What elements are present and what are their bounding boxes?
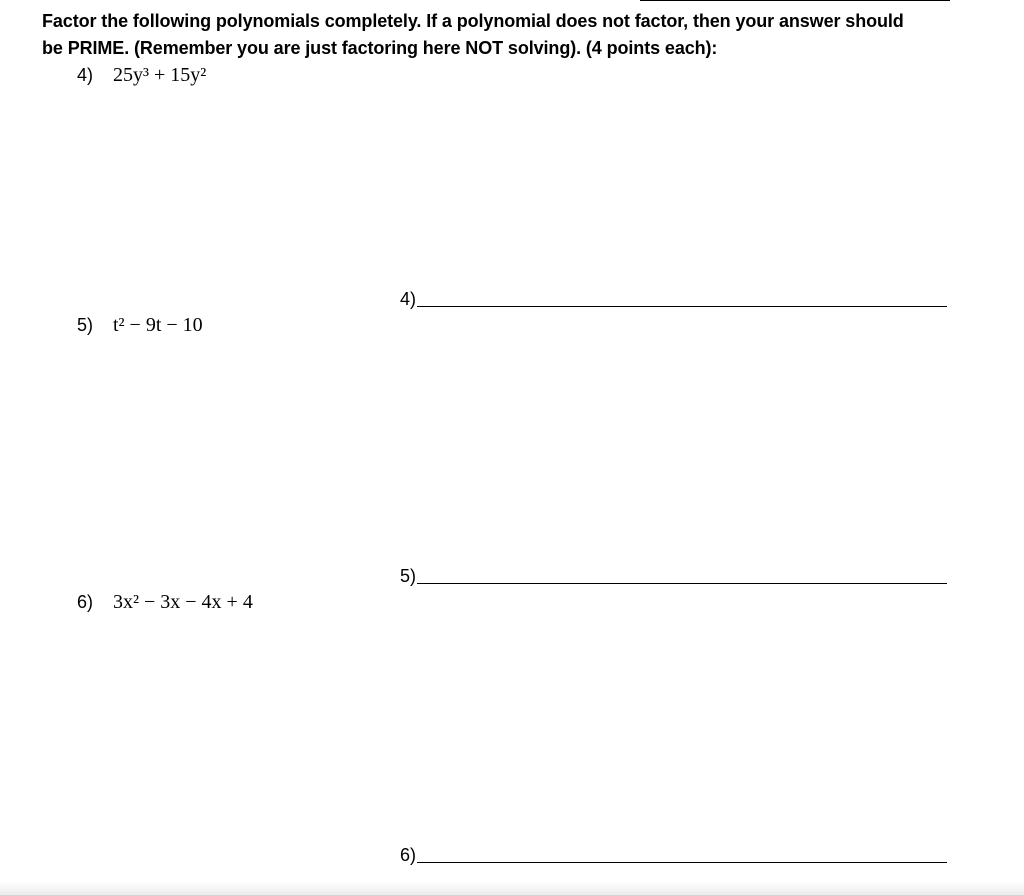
page-bottom-shade [0, 881, 1024, 895]
answer-label: 4) [400, 289, 417, 309]
answer-6 [400, 845, 947, 866]
answer-label: 6) [400, 845, 417, 865]
problem-4 [77, 64, 206, 87]
problem-6 [77, 591, 253, 614]
problem-number: 6) [77, 592, 94, 612]
problem-expression: 3x² − 3x − 4x + 4 [113, 591, 253, 613]
instructions [42, 8, 962, 62]
problem-number: 5) [77, 315, 94, 335]
instructions-line-2: be PRIME. (Remember you are just factoring here NOT solving). (4 points each): [42, 38, 718, 58]
instructions-line-1: Factor the following polynomials completely. If a polynomial does not factor, then your answer should [42, 11, 904, 31]
top-rule [640, 0, 950, 1]
problem-number: 4) [77, 65, 94, 85]
answer-line[interactable] [417, 583, 947, 584]
answer-4 [400, 289, 947, 310]
answer-label: 5) [400, 566, 417, 586]
problem-expression: t² − 9t − 10 [113, 314, 203, 336]
answer-line[interactable] [417, 862, 947, 863]
answer-5 [400, 566, 947, 587]
problem-5 [77, 314, 203, 337]
problem-expression: 25y³ + 15y² [113, 64, 207, 86]
answer-line[interactable] [417, 306, 947, 307]
